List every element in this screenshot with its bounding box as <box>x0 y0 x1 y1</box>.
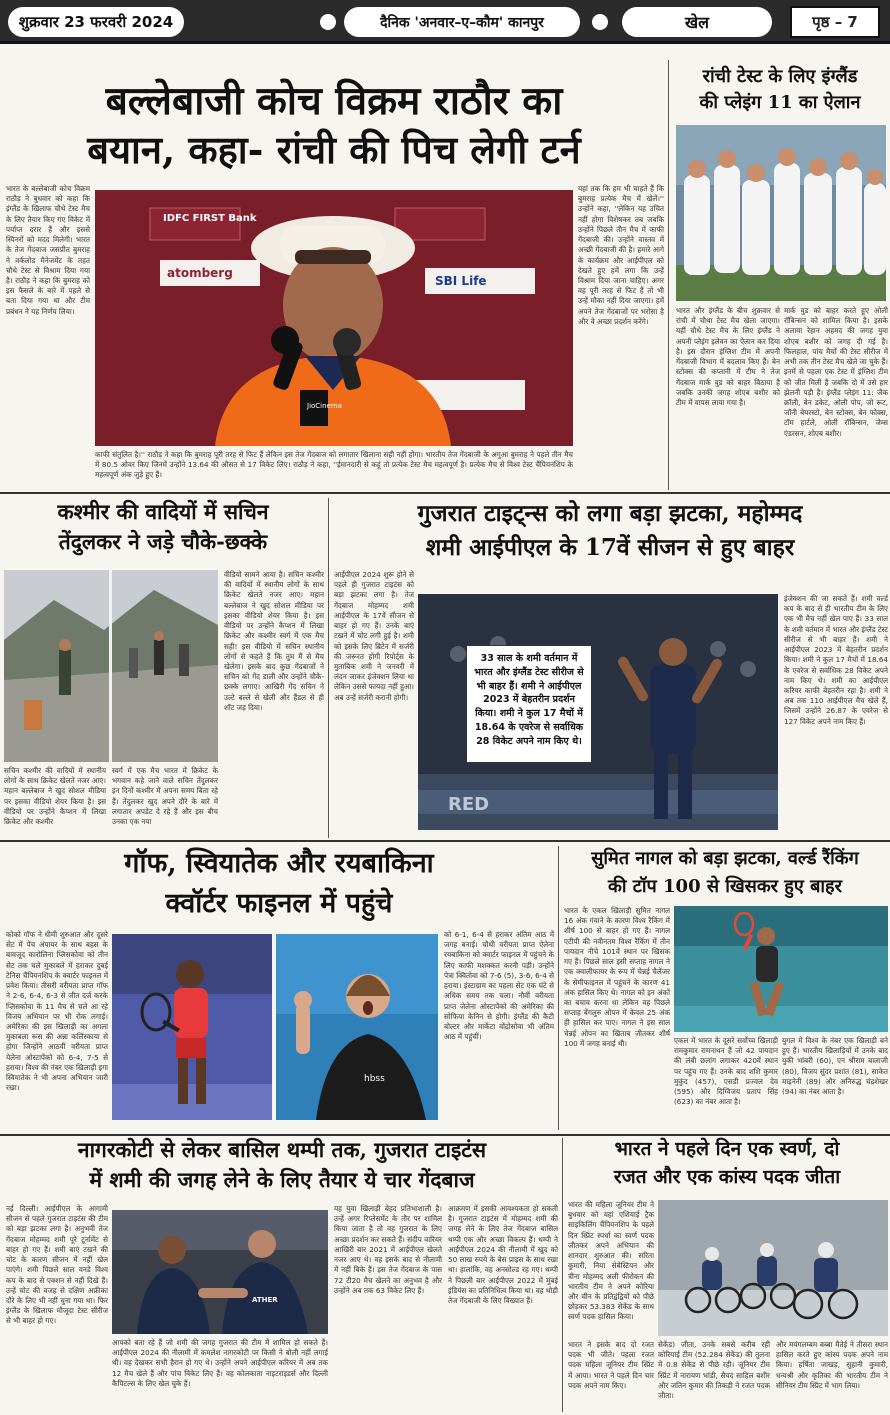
headline-line: की प्लेइंग 11 का ऐलान <box>699 92 861 113</box>
sponsor-logo: ATHER <box>252 1296 278 1304</box>
sponsor-banner: JioCinema <box>307 402 342 410</box>
swiatek-illustration <box>276 934 438 1120</box>
column-rule <box>668 60 669 490</box>
article-body: भारत और इंग्लैंड के बीच शुक्रवार से रांची में चौथा टेस्ट मैच खेला जाएगा। यहीं चौथे टेस्ट मैच के लिए इंग्लैंड ने अपनी प्लेइंग इलेवन का ऐलान कर दिया है। इस दौरान इंग्लिश टीम में अपनी गेंदबाजी विभाग में बदलाव किए हैं। बेन स्टोक्स की कप्तानी में टीम ने तेज गेंदबाज मार्क वुड को बाहर बिठाया है जबकि उनकी जगह शोएब बशीर को टीम में वापस लाया गया है। <box>676 306 780 407</box>
section-divider <box>0 840 890 842</box>
article-body: यह युवा खिलाड़ी बेहद प्रतिभाशाली है। उन्हें अगर रिप्लेसमेंट के तौर पर शामिल किया जाता है तो वह गुजरात के लिए अच्छा प्रदर्शन कर सकते हैं। संदीप वारियर आखिरी बार 2021 में आईपीएल खेलते नजर आए थे। वह इसके बाद से नीलामी में नहीं बिके हैं। इस तेज गेंदबाज के पास 72 टी20 मैच खेलने का अनुभव है और उन्होंने अब तक 63 विकेट लिए हैं। <box>334 1204 442 1295</box>
headline-line: गुजरात टाइट्न्स को लगा बड़ा झटका, महोम्मद <box>417 500 803 527</box>
column-rule <box>558 846 559 1130</box>
nagal-photo <box>674 906 888 1032</box>
headline-line: बयान, कहा- रांची की पिच लेगी टर्न <box>87 127 581 172</box>
article-body: वीडियो सामने आया है। सचिन कश्मीर की वादियों में स्थानीय लोगों के साथ क्रिकेट खेलते नजर आए। महान बल्लेबाज ने खुद सोशल मीडिया पर इसका वीडियो शेयर किया है। इस वीडियो पर उन्होंने कैप्शन में लिखा क्रिकेट और कश्मीर स्वर्ग में एक मैच सही! इस वीडियो में सचिन स्थानीय लोगों से कहते हैं कि तुम मैं से मैच खेलेगा। इसके बाद कुछ गेंदबाजों ने सचिन को गेंद डाली और उन्होंने चौके-छक्के लगाए। आखिरी गेंद सचिन ने उल्टे बल्ले से खेली और हैंडल से ही शॉट जड़ दिया। <box>224 570 324 712</box>
headline-line: सुमित नागल को बड़ा झटका, वर्ल्ड रैंकिंग <box>591 848 859 869</box>
headline-line: बल्लेबाजी कोच विक्रम राठौर का <box>105 78 563 124</box>
gujarat-players-illustration <box>112 1210 328 1334</box>
sponsor-banner: atomberg <box>167 266 233 280</box>
sponsor-logo: hbss <box>364 1074 385 1084</box>
issue-date: शुक्रवार 23 फरवरी 2024 <box>8 7 184 37</box>
cycling-photo <box>658 1200 888 1336</box>
article-body: यहां तक कि हम भी चाहते हैं कि बुमराह प्रत्येक मैच में खेलें।'' उन्होंने कहा, ''लेकिन यह उचित नहीं होगा विशेषकर तब जबकि उन्होंने पिछले तीन मैच में काफी गेंदबाजी की। उन्होंने वास्तव में अच्छी गेंदबाजी की है। हमारे आगे के कार्यक्रम और आईपीएल को देखते हुए हमें लगा कि उन्हें विश्राम दिया जाना चाहिए। अगर वह पूरी तरह से फिट हैं तो भी उन्हें मौका नहीं दिया जाएगा। हमें अपने तेज गेंदबाजों पर भरोसा है और वे अच्छा प्रदर्शन करेंगे। <box>578 184 664 326</box>
headline-line: नागरकोटी से लेकर बासिल थम्पी तक, गुजरात टाइटंस <box>77 1137 487 1162</box>
gauff-photo <box>112 934 272 1120</box>
article-body: आपको बता रहे हैं जो शमी की जगह गुजरात की टीम में शामिल हो सकते हैं। आईपीएल 2024 की नीलामी में कमलेश नागरकोटी पर किसी ने बोली नहीं लगाई थी। वह देखकर सभी हैरान हो गए थे। उन्होंने अपने आईपीएल करियर में अब तक 12 मैच खेले हैं और पांच विकेट लिए हैं। वह कोलकाता नाइटराइडर्स और दिल्ली कैपिटल्स के लिए खेल चुके हैं। <box>112 1338 328 1388</box>
headline-line: गॉफ, स्वियातेक और रयबाकिना <box>124 848 434 879</box>
page-header <box>0 0 890 44</box>
article-body: काफी संतुलित है।'' राठौड़ ने कहा कि बुमराह पूरी तरह से फिट हैं लेकिन इस तेज गेंदबाज को लगातार खिलाना सही नहीं होगा। भारतीय तेज गेंदबाजी के अगुआ बुमराह ने पहले तीन मैच में 80.5 ओवर किए जिनमें उन्होंने 13.64 की औसत से 17 विकेट लिए। राठौड़ ने कहा, ''ईमानदारी से कहूं तो प्रत्येक टेस्ट मैच महत्वपूर्ण है। प्रत्येक मैच से विश्व टेस्ट चैंपियनशिप के महत्वपूर्ण अंक जुड़े हुए हैं। <box>95 450 573 480</box>
stadium-board-text: RED <box>448 794 490 815</box>
article-body: सचिन कश्मीर की वादियों में स्थानीय लोगों के साथ क्रिकेट खेलते नजर आए। महान बल्लेबाज ने खुद सोशल मीडिया पर इसका वीडियो शेयर किया है। इस वीडियो पर उन्होंने कैप्शन में लिखा क्रिकेट और कश्मीर <box>4 766 106 827</box>
sponsor-banner: SBI Life <box>435 274 487 288</box>
article-body: स्वर्ग में एक मैच भारत में क्रिकेट के भगवान कहे जाने वाले सचिन तेंदुलकर इन दिनों कश्मीर में अपना समय बिता रहे हैं। तेंदुलकर खुद अपने दौरे के बारे में लगातार अपडेट दे रहे हैं और इस बीच उनका एक नया <box>112 766 218 827</box>
article-body: और मयंगलम्बम बब्बा मैतेई ने तीसरा स्थान हासिल करते हुए कांस्य पदक अपने नाम किया। हर्षिता जाखड़, सुहानी कुमारी, धन्यश्री और कृतिका की भारतीय टीम ने सीनियर टीम स्प्रिंट में भाग लिया। <box>776 1340 888 1390</box>
gujarat-players-photo <box>112 1210 328 1334</box>
article-body: भारत ने इसके बाद दो रजत पदक भी जीते। पहला रजत पदक महिला जूनियर टीम स्प्रिंट में आया। भारत ने पहले दिन चार पदक अपने नाम किए। <box>568 1340 654 1390</box>
highlight-box: 33 साल के शमी वर्तमान में भारत और इंग्लैंड टेस्ट सीरीज से भी बाहर हैं। शमी ने आईपीएल 2023 में बेहतरीन प्रदर्शन किया। शमी ने कुल 17 मैचों में 18.64 के एवरेज से सर्वाधिक 28 विकेट अपने नाम किए थे। <box>466 645 592 763</box>
cycling-illustration <box>658 1200 888 1336</box>
headline-line: कश्मीर की वादियों में सचिन <box>57 499 269 524</box>
article-body: भारत के बल्लेबाजी कोच विक्रम राठौड़ ने बुधवार को कहा कि इंग्लैंड के खिलाफ चौथे टेस्ट मैच के लिए तैयार किए गए विकेट में पर्याप्त दरार हैं और इससे स्पिनरों को मदद मिलेगी। भारत के तेज गेंदबाज जसप्रीत बुमराह ने वर्कलोड मैनेजमेंट के तहत चौथे टेस्ट से विश्राम दिया गया है। राठौड़ ने कहा कि बुमराह को इस फैसले के बारे में पहले से बता दिया गया था और टीम प्रबंधन ने यह निर्णय लिया। <box>6 184 90 316</box>
headline-line: तेंदुलकर ने जड़े चौके-छक्के <box>58 529 268 554</box>
page-number: पृष्ठ – 7 <box>790 6 880 38</box>
column-rule <box>328 498 329 838</box>
swiatek-photo <box>276 934 438 1120</box>
headline-line: की टॉप 100 से खिसकर हुए बाहर <box>608 876 842 897</box>
headline-line: भारत ने पहले दिन एक स्वर्ण, दो <box>614 1138 840 1160</box>
article-body: मार्क वुड को बाहर करते हुए ओली रॉबिन्सन को शामिल किया है। इसके अलावा रेहान अहमद की जगह युवा शोएब बशीर को जगह दी गई है। फिलहाल, पांच मैचों की टेस्ट सीरीज में अभी तक तीन टेस्ट मैच खेले जा चुके हैं। इनमें से पहला एक टेस्ट में इंग्लिश टीम को जीत मिली है जबकि दो में उसे हार झेलनी पड़ी है। इंग्लैंड प्लेइंग 11: जैक क्रॉली, बेन डकेट, ओली पोप, जो रूट, जॉनी बेयरस्टो, बेन स्टोक्स, बेन फोक्स, टॉम हार्टले, ओली रॉबिन्सन, जेम्स एंडरसन, शोएब बशीर। <box>784 306 888 438</box>
headline-line: रजत और एक कांस्य पदक जीता <box>613 1166 841 1188</box>
section-name: खेल <box>622 7 772 37</box>
sachin-kashmir-photo <box>4 570 218 762</box>
headline-line: क्वॉर्टर फाइनल में पहुंचे <box>165 888 393 919</box>
column-rule <box>562 1138 563 1412</box>
newspaper-name: दैनिक 'अनवार–ए–कौम' कानपुर <box>344 7 580 37</box>
england-team-photo <box>676 125 886 301</box>
bullet-icon <box>320 14 336 30</box>
article-body: को 6-1, 6-4 से हराकर अंतिम आठ में जगह बनाई। चौथी वरीयता प्राप्त ऐलेना रयबाकिना को क्वार्टर फाइनल में पहुंचने के लिए काफी मशक्कत करनी पड़ी। उन्होंने पेत्रा क्वितोवा को 7-6 (5), 3-6, 6-4 से हराया। इंस्टाग्राम का पहला सेट एक घंटे से अधिक समय तक चला। नौवीं वरीयता प्राप्त जेलेना ओस्टापेंको की अमेरिका की सोफिया केनिन से होगी। इंग्लैंड की कैटी बोल्टर और मार्केटा वोंद्रोसोवा भी अंतिम आठ में पहुंचीं। <box>444 930 554 1042</box>
article-body: इंजेक्शन की जा सकते हैं। शमी वर्ल्ड कप के बाद से ही भारतीय टीम के लिए एक भी मैच नहीं खेल पाए हैं। 33 साल के शमी वर्तमान में भारत और इंग्लैंड टेस्ट सीरीज से भी बाहर हैं। शमी ने आईपीएल 2023 में बेहतरीन प्रदर्शन किया। शमी ने कुल 17 मैचों में 18.64 के एवरेज से सर्वाधिक 28 विकेट अपने नाम किए थे। शमी का आईपीएल करियर काफी बेहतरीन रहा है। शमी ने अब तक 110 आईपीएल मैच खेले हैं, जिसमें उन्होंने 26.87 के एवरेज से 127 विकेट अपने नाम किए हैं। <box>784 594 888 726</box>
section-divider <box>0 492 890 494</box>
gauff-illustration <box>112 934 272 1120</box>
nagal-illustration <box>674 906 888 1032</box>
press-conference-photo <box>95 190 573 446</box>
article-body: आक्रमण में इसकी आवश्यकता हो सकती है। गुजरात टाइटंस में मोहम्मद शमी की जगह लेने के लिए तेज गेंदबाज बासिल थम्पी एक और अच्छा विकल्प हैं। थम्पी ने आईपीएल 2024 की नीलामी में खुद को 50 लाख रुपये के बेस प्राइस के साथ रखा था। हालांकि, वह अनसोल्ड रह गए। थम्पी ने पिछली बार आईपीएल 2022 में मुंबई इंडियंस का प्रतिनिधित्व किया था। वह थोड़ी तेज गेंदबाजी के लिए विख्यात हैं। <box>448 1204 558 1305</box>
article-body: भारत की महिला जूनियर टीम ने बुधवार को यहां एशियाई ट्रैक साइकिलिंग चैंपियनशिप के पहले दिन स्प्रिंट स्पर्धा का स्वर्ण पदक जीतकर अपने अभियान की शानदार शुरुआत की। सरिता कुमारी, निया सेबेस्टियन और त्रीना मोहम्मद अली फीरोकन की भारतीय टीम ने अपने कोरिया और चीन के प्रतिद्वंद्वियों को पीछे छोड़कर 53.383 सेकेंड के साथ स्वर्ण पदक हासिल किया। <box>568 1200 654 1322</box>
sponsor-banner: IDFC FIRST Bank <box>163 213 257 224</box>
article-body: सेकेंड) जीता, उनके सबसे करीब रही कोरियाई टीम (52.284 सेकेंड) की तुलना में 0.8 सेकेंड से पीछे रही। जूनियर टीम स्प्रिंट में नारायण भांडी, सैयद साहिल बशीर और जतिन कुमार की तिकड़ी ने रजत पदक जीता। <box>658 1340 770 1401</box>
england-team-illustration <box>676 125 886 301</box>
article-body: कोको गॉफ ने धीमी शुरुआत और दूसरे सेट में पेंच अंपायर के साथ बहस के बावजूद कारोलिना प्लिसकोवा को तीन सेट तक चले मुकाबले में हराकर दुबई टेनिस चैंपियनशिप के क्वार्टर फाइनल में प्रवेश किया। तीसरी वरीयता प्राप्त गॉफ ने 2-6, 6-4, 6-3 से जीत दर्ज करके प्लिसकोवा के 11 मैच से चले आ रहे विजय अभियान पर भी रोक लगाई। अमेरिका की इस खिलाड़ी का अगला मुकाबला रूस की अन्ना कलिंस्काया से होगा जिन्होंने आठवीं वरीयता प्राप्त येलेना ओस्टापेंको को 6-4, 7-5 से हराया। विश्व की नंबर एक खिलाड़ी इगा स्वियातेक ने भी अपना अभियान जारी रखा। <box>6 930 108 1093</box>
article-body: भारत के एकल खिलाड़ी सुमित नागल 16 अंक गंवाने के कारण विश्व रैंकिंग में शीर्ष 100 से बाहर हो गए हैं। नागल एटीपी की नवीनतम विश्व रैंकिंग में तीन पायदान नीचे 101वें स्थान पर खिसक गए हैं। पिछले साल इसी सप्ताह नागल ने एक क्वालीफायर के रूप में चेन्नई चैलेंजर के सेमीफाइनल में पहुंचने के कारण 41 अंक हासिल किए थे। नागल को इन अंकों का बचाव करना था लेकिन वह पिछले सप्ताह बेंगलुरु ओपन में केवल 25 अंक ही हासिल कर पाए। नागल ने इस साल चेन्नई ओपन का खिताब जीतकर शीर्ष 100 में जगह बनाई थी। <box>564 906 670 1048</box>
article-body: युगल में विश्व के नंबर एक खिलाड़ी बने हुए हैं। भारतीय खिलाड़ियों में उनके बाद युकी भांबरी (60), एन श्रीराम बालाजी (80), विजय सुंदर प्रशांत (81), साकेत माइनेनी (89) और अनिरुद्ध चंद्रशेखर (94) का नंबर आता है। <box>782 1036 888 1097</box>
headline-line: शमी आईपीएल के 17वें सीजन से हुए बाहर <box>425 534 795 561</box>
section-divider <box>0 1134 890 1136</box>
headline-line: में शमी की जगह लेने के लिए तैयार ये चार गेंदबाज <box>89 1167 475 1192</box>
bullet-icon <box>592 14 608 30</box>
article-body: एकल में भारत के दूसरे सर्वोच्च खिलाड़ी रामकुमार रामनाथन हैं जो 42 पायदान की लंबी छलांग लगाकर 420वें स्थान पर पहुंच गए हैं। उनके बाद शशि कुमार मुकुंद (457), एसडी प्रज्वल देव (595) और दिग्विजय प्रताप सिंह (623) का नंबर आता है। <box>674 1036 778 1107</box>
headline-line: रांची टेस्ट के लिए इंग्लैंड <box>702 66 858 87</box>
article-body: नई दिल्ली। आईपीएल के आगामी सीजन से पहले गुजरात टाइटंस की टीम को बड़ा झटका लगा है। अनुभवी तेज गेंदबाज मोहम्मद शमी पूरे टूर्नामेंट से बाहर हो गए हैं। शमी बाएं टखने की चोट के कारण सीजन में नहीं खेल पाएंगे। शमी पिछले साल वनडे विश्व कप के बाद से एक्शन से नहीं दिखे हैं। उन्हें चोट की वजह से दक्षिण अफ्रीका दौरे के लिए भी नहीं चुना गया था। फिर इंग्लैंड के खिलाफ मौजूदा टेस्ट सीरीज से भी बाहर हो गए। <box>6 1204 108 1326</box>
article-body: आईपीएल 2024 शुरू होने से पहले ही गुजरात टाइटंस को बड़ा झटका लगा है। तेज गेंदबाज मोहम्मद शमी आईपीएल के 17वें सीजन से बाहर हो गए हैं। उनके बाएं टखने में चोट लगी हुई है। शमी को इसके लिए ब्रिटेन में सर्जरी की जरूरत होगी रिपोर्ट्स के मुताबिक शमी ने जनवरी में लंदन जाकर इंजेक्शन लिया था लेकिन उससे फायदा नहीं हुआ। अब उन्हें सर्जरी करानी होगी। <box>334 570 414 702</box>
kashmir-cricket-illustration <box>4 570 218 762</box>
